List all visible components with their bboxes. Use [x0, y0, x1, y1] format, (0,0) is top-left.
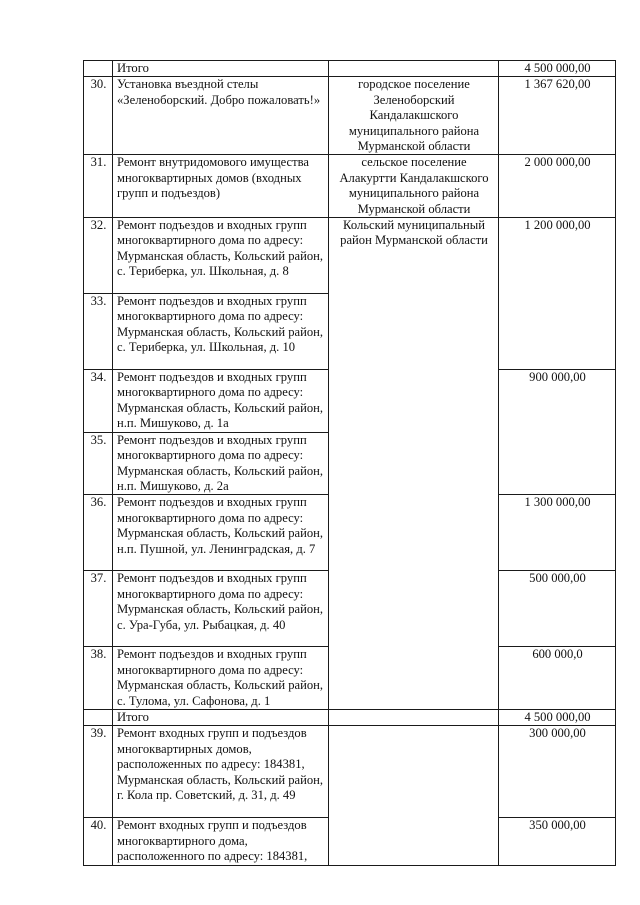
row-description: Ремонт внутридомового имущества многоквартирных домов (входных групп и подъездов) [113, 155, 329, 218]
itogo-amount: 4 500 000,00 [499, 61, 616, 77]
row-number: 34. [84, 370, 113, 433]
row-number: 36. [84, 495, 113, 571]
municipality-cell [329, 726, 499, 865]
table-row [84, 77, 616, 155]
itogo-label: Итого [113, 61, 329, 77]
municipality-cell [329, 61, 499, 77]
itogo-row [84, 61, 616, 77]
itogo-amount: 4 500 000,00 [499, 709, 616, 725]
row-description: Ремонт подъездов и входных групп многоквартирного дома по адресу: Мурманская область, Кольский район, н.п. Мишуково, д. 1а [113, 370, 329, 433]
row-description: Ремонт подъездов и входных групп многоквартирного дома по адресу: Мурманская область, Кольский район, с. Териберка, ул. Школьная, д. 10 [113, 294, 329, 370]
row-description: Ремонт входных групп и подъездов многоквартирного дома, расположенного по адресу: 184381, [113, 818, 329, 865]
row-number: 33. [84, 294, 113, 370]
row-amount: 350 000,00 [499, 818, 616, 865]
row-amount: 600 000,0 [499, 647, 616, 710]
row-description: Ремонт подъездов и входных групп многоквартирного дома по адресу: Мурманская область, Кольский район, с. Териберка, ул. Школьная, д. 8 [113, 218, 329, 294]
row-description: Ремонт подъездов и входных групп многоквартирного дома по адресу: Мурманская область, Кольский район, с. Тулома, ул. Сафонова, д. 1 [113, 647, 329, 710]
table-row [84, 726, 616, 818]
row-description: Ремонт подъездов и входных групп многоквартирного дома по адресу: Мурманская область, Кольский район, н.п. Пушной, ул. Ленинградская, д. 7 [113, 495, 329, 571]
row-description: Установка въездной стелы «Зеленоборский. Добро пожаловать!» [113, 77, 329, 155]
row-description: Ремонт входных групп и подъездов многоквартирных домов, расположенных по адресу: 184381, Мурманская область, Кольский район, г. Кола пр. Советский, д. 31, д. 49 [113, 726, 329, 818]
row-number: 32. [84, 218, 113, 294]
table-row [84, 155, 616, 218]
row-number: 30. [84, 77, 113, 155]
municipality-cell: городское поселение Зеленоборский Кандалакшского муниципального района Мурманской области [329, 77, 499, 155]
row-amount: 2 000 000,00 [499, 155, 616, 218]
row-number: 40. [84, 818, 113, 865]
row-amount: 1 200 000,00 [499, 218, 616, 370]
itogo-row [84, 709, 616, 725]
row-number [84, 61, 113, 77]
row-description: Ремонт подъездов и входных групп многоквартирного дома по адресу: Мурманская область, Кольский район, н.п. Мишуково, д. 2а [113, 432, 329, 495]
funding-table [83, 60, 616, 866]
row-amount: 900 000,00 [499, 370, 616, 495]
row-amount: 1 300 000,00 [499, 495, 616, 571]
municipality-cell-kola: Кольский муниципальный район Мурманской области [329, 218, 499, 710]
row-number: 31. [84, 155, 113, 218]
itogo-label: Итого [113, 709, 329, 725]
row-amount: 1 367 620,00 [499, 77, 616, 155]
municipality-cell: сельское поселение Алакуртти Кандалакшского муниципального района Мурманской области [329, 155, 499, 218]
row-description: Ремонт подъездов и входных групп многоквартирного дома по адресу: Мурманская область, Кольский район, с. Ура-Губа, ул. Рыбацкая, д. 40 [113, 571, 329, 647]
row-number [84, 709, 113, 725]
municipality-cell [329, 709, 499, 725]
table-row [84, 218, 616, 294]
row-number: 38. [84, 647, 113, 710]
row-number: 35. [84, 432, 113, 495]
row-number: 39. [84, 726, 113, 818]
row-amount: 300 000,00 [499, 726, 616, 818]
row-number: 37. [84, 571, 113, 647]
row-amount: 500 000,00 [499, 571, 616, 647]
